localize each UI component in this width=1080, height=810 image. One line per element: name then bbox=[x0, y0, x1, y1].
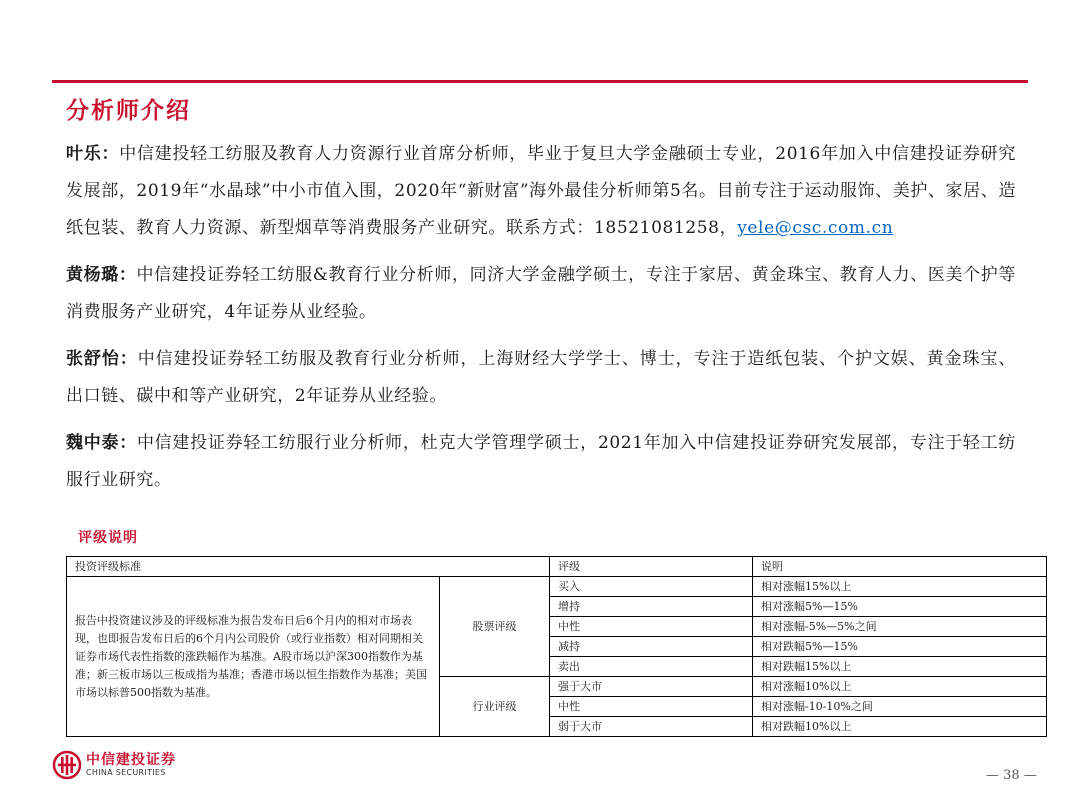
rating-note: 相对跌幅15%以上 bbox=[753, 657, 1047, 677]
logo-english-name: CHINA SECURITIES bbox=[86, 768, 166, 777]
table-row bbox=[67, 577, 1047, 597]
rating-grade: 增持 bbox=[550, 597, 753, 617]
analyst-description: 中信建投证券轻工纺服&教育行业分析师，同济大学金融学硕士，专注于家居、黄金珠宝、教育人力、医美个护等消费服务产业研究，4年证券从业经验。 bbox=[66, 265, 1016, 322]
analyst-name: 魏中泰： bbox=[66, 433, 137, 453]
rating-grade: 买入 bbox=[550, 577, 753, 597]
analyst-name: 张舒怡： bbox=[66, 349, 138, 369]
header-rule bbox=[52, 80, 1028, 83]
rating-note: 相对跌幅10%以上 bbox=[753, 717, 1047, 737]
table-header-grade: 评级 bbox=[550, 557, 753, 577]
industry-rating-label: 行业评级 bbox=[440, 677, 550, 737]
rating-grade: 减持 bbox=[550, 637, 753, 657]
rating-table bbox=[66, 556, 1047, 737]
analyst-bio-huang-yanglu bbox=[66, 257, 1016, 331]
rating-note: 相对涨幅15%以上 bbox=[753, 577, 1047, 597]
table-header-standard: 投资评级标准 bbox=[67, 557, 550, 577]
stock-rating-label: 股票评级 bbox=[440, 577, 550, 677]
table-header-row bbox=[67, 557, 1047, 577]
analyst-bio-wei-zhongtai bbox=[66, 425, 1016, 499]
rating-note: 相对涨幅-10-10%之间 bbox=[753, 697, 1047, 717]
page-number: — 38 — bbox=[986, 768, 1037, 783]
logo-chinese-name: 中信建投证券 bbox=[86, 752, 176, 768]
analyst-bio-ye-le bbox=[66, 136, 1016, 247]
rating-section-title: 评级说明 bbox=[78, 530, 138, 546]
analyst-bios bbox=[66, 136, 1016, 509]
analyst-bio-zhang-shuyi bbox=[66, 341, 1016, 415]
analyst-description: 中信建投证券轻工纺服及教育行业分析师，上海财经大学学士、博士，专注于造纸包装、个护文娱、黄金珠宝、出口链、碳中和等产业研究，2年证券从业经验。 bbox=[66, 349, 1016, 406]
rating-grade: 中性 bbox=[550, 697, 753, 717]
rating-standard-description: 报告中投资建议涉及的评级标准为报告发布日后6个月内的相对市场表现，也即报告发布日后的6个月内公司股价（或行业指数）相对同期相关证券市场代表性指数的涨跌幅作为基准。A股市场以沪深300指数作为基准；新三板市场以三板成指为基准；香港市场以恒生指数作为基准；美国市场以标普500指数为基准。 bbox=[67, 577, 440, 737]
analyst-name: 黄杨璐： bbox=[66, 265, 137, 285]
company-logo bbox=[52, 750, 176, 780]
rating-note: 相对跌幅5%—15% bbox=[753, 637, 1047, 657]
analyst-name: 叶乐： bbox=[66, 144, 120, 164]
rating-grade: 弱于大市 bbox=[550, 717, 753, 737]
analyst-description: 中信建投证券轻工纺服行业分析师，杜克大学管理学硕士，2021年加入中信建投证券研究发展部，专注于轻工纺服行业研究。 bbox=[66, 433, 1016, 490]
page-title: 分析师介绍 bbox=[66, 97, 191, 124]
rating-grade: 卖出 bbox=[550, 657, 753, 677]
analyst-description: 中信建投轻工纺服及教育人力资源行业首席分析师，毕业于复旦大学金融硕士专业，2016年加入中信建投证券研究发展部，2019年“水晶球”中小市值入围，2020年“新财富”海外最佳分析师第5名。目前专注于运动服饰、美护、家居、造纸包装、教育人力资源、新型烟草等消费服务产业研究。联系方式：18521081258， bbox=[66, 144, 1016, 238]
table-header-note: 说明 bbox=[753, 557, 1047, 577]
analyst-email-link[interactable]: yele@csc.com.cn bbox=[737, 218, 894, 238]
rating-grade: 中性 bbox=[550, 617, 753, 637]
rating-note: 相对涨幅-5%—5%之间 bbox=[753, 617, 1047, 637]
rating-note: 相对涨幅10%以上 bbox=[753, 677, 1047, 697]
csc-logo-icon bbox=[52, 750, 82, 780]
rating-note: 相对涨幅5%—15% bbox=[753, 597, 1047, 617]
rating-grade: 强于大市 bbox=[550, 677, 753, 697]
